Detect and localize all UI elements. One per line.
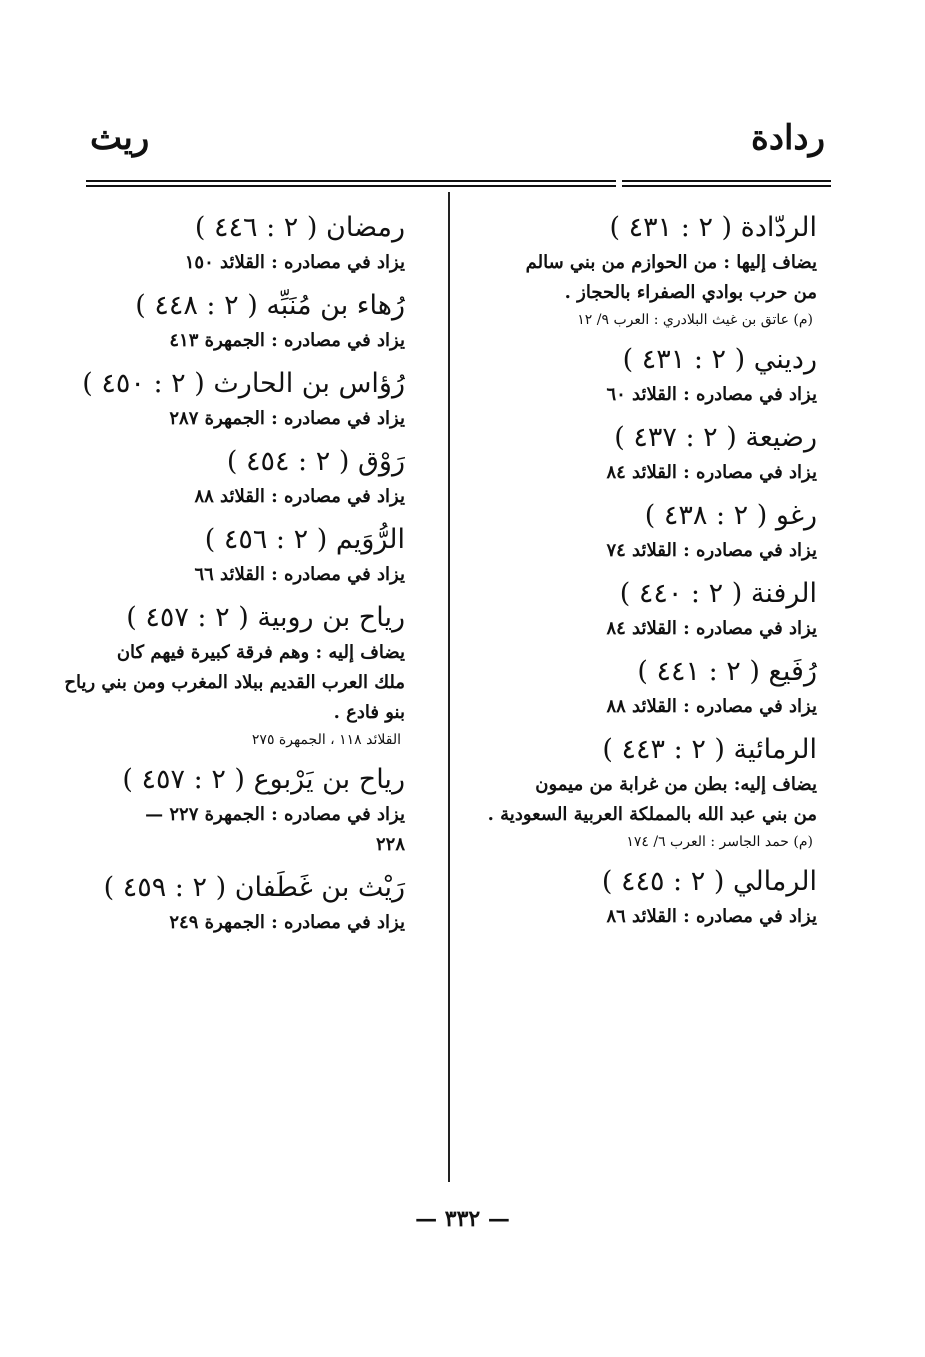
entry-text-line: يضاف إليه : وهم فرقة كبيرة فيهم كان bbox=[116, 642, 405, 663]
entry-reference: ( ٢ : ٤٣١ ) bbox=[622, 344, 746, 375]
entry-text-line: من حرب بوادي الصفراء بالحجاز . bbox=[564, 282, 817, 303]
entry-heading bbox=[472, 862, 817, 902]
entry-text-line: يضاف إليه: بطن من غرابة من ميمون bbox=[535, 774, 817, 795]
entry-name: رُهاء بن مُنَبِّه bbox=[266, 290, 405, 321]
entry-heading bbox=[75, 520, 405, 560]
entry-text-line: يزاد في مصادره : القلائد ٨٨ bbox=[606, 696, 817, 717]
entry bbox=[472, 574, 817, 644]
entry-reference: ( ٢ : ٤٤٥ ) bbox=[601, 866, 725, 897]
entry-text-line: يزاد في مصادره : القلائد ٨٨ bbox=[194, 486, 405, 507]
entry-reference: ( ٢ : ٤٥٦ ) bbox=[204, 524, 328, 555]
entry bbox=[75, 364, 405, 434]
running-head-left: ريث bbox=[90, 118, 150, 158]
entry-text-line: يزاد في مصادره : القلائد ٨٦ bbox=[606, 906, 817, 927]
entry-name: الرُّوَيم bbox=[335, 524, 405, 555]
entry-reference: ( ٢ : ٤٥٧ ) bbox=[122, 764, 245, 795]
entry-reference: ( ٢ : ٤٤٠ ) bbox=[619, 578, 743, 609]
entry-text-line: بنو فادع . bbox=[333, 702, 405, 723]
rule-line bbox=[622, 185, 831, 187]
left-column bbox=[64, 200, 405, 938]
entry-name: رمضان bbox=[326, 212, 405, 243]
entry-heading bbox=[75, 208, 405, 248]
entry-name: الردّادة bbox=[740, 212, 817, 243]
entry-name: رضيعة bbox=[745, 422, 817, 453]
entry-reference: ( ٢ : ٤٤١ ) bbox=[637, 656, 760, 687]
entry-heading bbox=[472, 652, 817, 692]
entry bbox=[472, 652, 817, 722]
entry-citation: (م) عاتق بن غيث البلادري : العرب ٩/ ١٢ bbox=[577, 312, 813, 328]
page-number: — ٣٣٢ — bbox=[415, 1206, 510, 1232]
entry bbox=[64, 598, 405, 752]
entry-reference: ( ٢ : ٤٣١ ) bbox=[609, 212, 733, 243]
entry-name: رديني bbox=[753, 344, 817, 375]
rule-line bbox=[86, 185, 616, 187]
entry-heading bbox=[472, 496, 817, 536]
entry-reference: ( ٢ : ٤٤٦ ) bbox=[194, 212, 318, 243]
entry-text-line: يزاد في مصادره : القلائد ٦٦ bbox=[194, 564, 405, 585]
entry-reference: ( ٢ : ٤٥٩ ) bbox=[103, 872, 227, 903]
entry-citation: القلائد ١١٨ ، الجمهرة ٢٧٥ bbox=[251, 732, 401, 748]
rule-line bbox=[622, 180, 831, 182]
entry-name: رياح بن يَرْبوع bbox=[253, 764, 405, 795]
entry-heading bbox=[75, 868, 405, 908]
entry-reference: ( ٢ : ٤٣٨ ) bbox=[644, 500, 768, 531]
entry-text-line: يزاد في مصادره : القلائد ٨٤ bbox=[606, 462, 817, 483]
entry-name: رَوْق bbox=[357, 446, 405, 477]
entry-reference: ( ٢ : ٤٤٣ ) bbox=[602, 734, 725, 765]
entry-name: رُفَيع bbox=[768, 656, 817, 687]
entry-text-line: يزاد في مصادره : القلائد ٧٤ bbox=[606, 540, 817, 561]
entry-heading bbox=[472, 208, 817, 248]
entry-reference: ( ٢ : ٤٤٨ ) bbox=[135, 290, 258, 321]
entry-name: الرمائية bbox=[733, 734, 817, 765]
entry-heading bbox=[472, 574, 817, 614]
entry-text-line: من بني عبد الله بالمملكة العربية السعودية . bbox=[487, 804, 817, 825]
entry-heading bbox=[75, 760, 405, 800]
entry bbox=[75, 868, 405, 938]
entry bbox=[472, 208, 817, 332]
entry-name: رغو bbox=[775, 500, 817, 531]
entry-heading bbox=[472, 340, 817, 380]
entry bbox=[75, 760, 405, 860]
entry-heading bbox=[472, 730, 817, 770]
entry bbox=[472, 340, 817, 410]
entry bbox=[472, 730, 817, 854]
entry bbox=[472, 496, 817, 566]
entry-text-line: يزاد في مصادره : الجمهرة ٢٤٩ bbox=[169, 912, 405, 933]
entry bbox=[472, 862, 817, 932]
entry-name: رياح بن روبية bbox=[257, 602, 405, 633]
entry-text-line: يزاد في مصادره : القلائد ٨٤ bbox=[606, 618, 817, 639]
entry-heading bbox=[75, 286, 405, 326]
entry-text-line: يزاد في مصادره : الجمهرة ٤١٣ bbox=[169, 330, 405, 351]
entry-name: الرفنة bbox=[750, 578, 817, 609]
entry-text-line: يضاف إليها : من الحوازم من بني سالم bbox=[525, 252, 817, 273]
entry bbox=[75, 208, 405, 278]
entry-reference: ( ٢ : ٤٣٧ ) bbox=[614, 422, 737, 453]
entry-name: رَيْث بن غَطَفان bbox=[234, 872, 405, 903]
entry-text-line: يزاد في مصادره : القلائد ٦٠ bbox=[606, 384, 817, 405]
entry bbox=[75, 286, 405, 356]
entry-text-line: ٢٢٨ bbox=[375, 834, 405, 855]
entry-text-line: ملك العرب القديم ببلاد المغرب ومن بني رياح bbox=[64, 672, 405, 693]
entry-citation: (م) حمد الجاسر : العرب ٦/ ١٧٤ bbox=[626, 834, 813, 850]
right-column bbox=[472, 200, 817, 932]
header-double-rule bbox=[86, 178, 831, 190]
column-divider bbox=[448, 192, 450, 1182]
entry-reference: ( ٢ : ٤٥٤ ) bbox=[226, 446, 350, 477]
running-head-right: ردادة bbox=[751, 118, 825, 158]
entry-text-line: يزاد في مصادره : الجمهرة ٢٨٧ bbox=[169, 408, 405, 429]
entry-name: الرمالي bbox=[732, 866, 817, 897]
entry-heading bbox=[75, 364, 405, 404]
entry-reference: ( ٢ : ٤٥٠ ) bbox=[82, 368, 205, 399]
entry-text-line: يزاد في مصادره : القلائد ١٥٠ bbox=[184, 252, 405, 273]
entry-text-line: يزاد في مصادره : الجمهرة ٢٢٧ — bbox=[145, 804, 405, 825]
entry-heading bbox=[472, 418, 817, 458]
entry bbox=[75, 520, 405, 590]
entry-heading bbox=[75, 442, 405, 482]
entry-name: رُؤاس بن الحارث bbox=[213, 368, 405, 399]
entry-reference: ( ٢ : ٤٥٧ ) bbox=[126, 602, 249, 633]
rule-line bbox=[86, 180, 616, 182]
entry bbox=[75, 442, 405, 512]
entry-heading bbox=[75, 598, 405, 638]
entry bbox=[472, 418, 817, 488]
